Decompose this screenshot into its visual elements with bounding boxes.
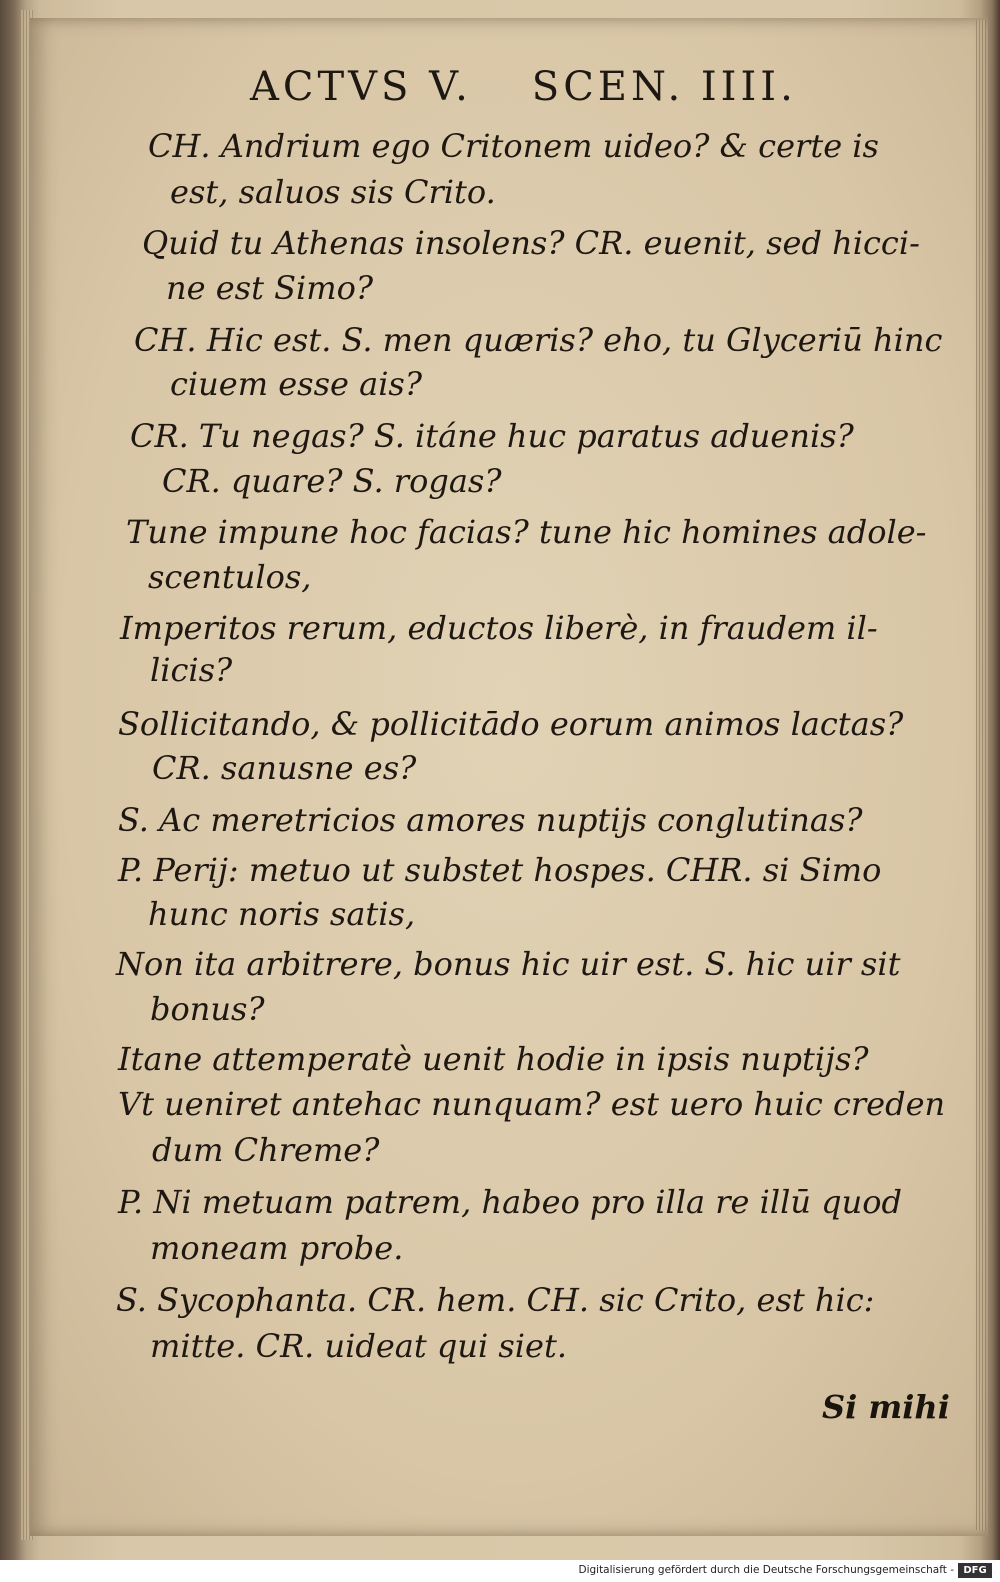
catchword: Si mihi [822,1388,950,1426]
text-line: Vt ueniret antehac nunquam? est uero huic creden [118,1085,946,1123]
text-line: Tune impune hoc facias? tune hic homines adole- [126,513,927,551]
text-line: Sollicitando, & pollicitādo eorum animos lactas? [118,705,904,743]
text-line: Quid tu Athenas insolens? CR. euenit, sed hicci- [142,224,920,262]
text-line: dum Chreme? [152,1131,380,1169]
text-line: S. Ac meretricios amores nuptijs conglutinas? [118,801,863,839]
text-line: Imperitos rerum, eductos liberè, in fraudem il- [120,609,878,647]
dfg-logo: DFG [958,1563,992,1578]
text-line: CH. Andrium ego Critonem uideo? & certe is [148,127,879,165]
scene-label: SCEN. IIII. [531,64,797,110]
funding-credit: Digitalisierung gefördert durch die Deutsche Forschungsgemeinschaft - [578,1564,954,1576]
text-line: licis? [150,651,233,689]
text-line: est, saluos sis Crito. [170,173,496,211]
text-line: CR. Tu negas? S. itáne huc paratus aduenis? [130,417,854,455]
footer-bar [0,1560,1000,1582]
text-line: CR. quare? S. rogas? [162,462,502,500]
text-line: scentulos, [148,558,312,596]
act-label: ACTVS V. [250,64,472,110]
text-line: CH. Hic est. S. men quæris? eho, tu Glyceriū hinc [134,321,943,359]
text-line: P. Perij: metuo ut substet hospes. CHR. si Simo [118,851,882,889]
text-line: ciuem esse ais? [170,365,422,403]
text-line: moneam probe. [150,1229,404,1267]
text-line: Itane attemperatè uenit hodie in ipsis nuptijs? [118,1040,869,1078]
text-line: S. Sycophanta. CR. hem. CH. sic Crito, est hic: [116,1281,875,1319]
text-line: hunc noris satis, [148,895,416,933]
text-line: mitte. CR. uideat qui siet. [150,1327,567,1365]
text-line: CR. sanusne es? [152,749,417,787]
text-line: P. Ni metuam patrem, habeo pro illa re illū quod [118,1183,902,1221]
text-line: ne est Simo? [166,269,374,307]
text-line: bonus? [150,990,265,1028]
text-line: Non ita arbitrere, bonus hic uir est. S. hic uir sit [116,945,901,983]
